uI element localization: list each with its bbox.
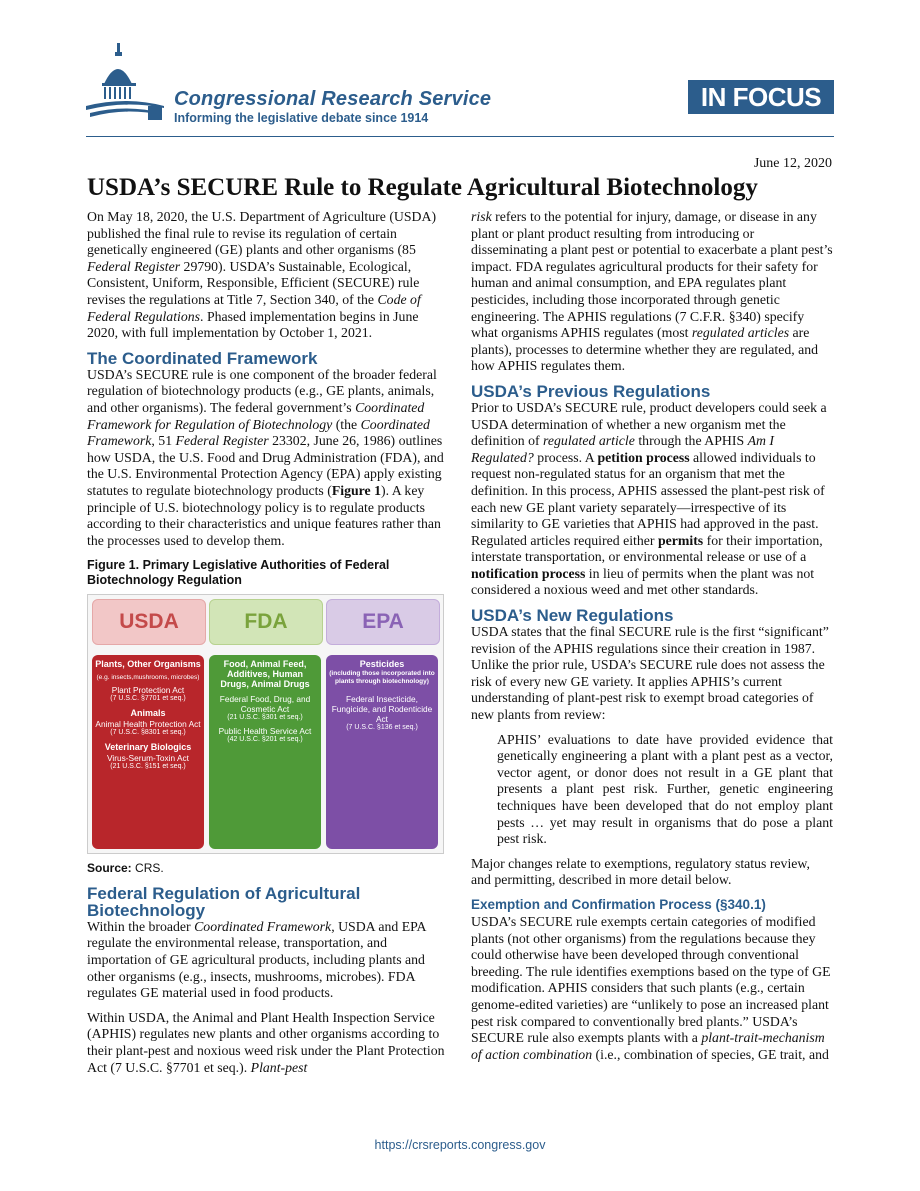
org-tagline: Informing the legislative debate since 1914 [174, 111, 429, 125]
right-column [471, 209, 833, 1071]
heading-coordinated-framework: The Coordinated Framework [87, 348, 318, 368]
usda-animal-health-act: Animal Health Protection Act [95, 719, 201, 730]
epa-column [326, 655, 438, 849]
usda-header: USDA [92, 599, 206, 645]
coordinated-framework-paragraph: USDA’s SECURE rule is one component of the broader federal regulation of biotechnology products (e.g., GE plants, animals, and other organisms). The federal government’s Coordinated Framework for Regulation of Biotechnology (the Coordinated Framework, 51 Federal Register 23302, June 26, 1986) outlines how USDA, the U.S. Food and Drug Administration (FDA), and the U.S. Environmental Protection Agency (EPA) apply existing statutes to regulate biotechnology products (Figure 1). A key principle of U.S. biotechnology policy is to regulate products according to their characteristics and unique features rather than the processes used to develop them. [87, 366, 444, 548]
usda-vsta-citation: (21 U.S.C. §151 et seq.) [110, 763, 186, 771]
usda-plants-heading: Plants, Other Organisms [95, 659, 201, 670]
heading-exemption-process: Exemption and Confirmation Process (§340.1) [471, 896, 766, 912]
figure-reference-link[interactable]: Figure 1 [331, 482, 382, 498]
plant-pest-risk-paragraph: risk refers to the potential for injury, damage, or disease in any plant or plant product resulting from introducing or disseminating a plant pest or potential to exacerbate a plant pest’s impact. FDA regulates agricultural products for their safety for human and animal consumption, and EPA regulates plant pesticides, including those incorporated through genetic engineering. The APHIS regulations (7 C.F.R. §340) specify what organisms APHIS regulates (most regulated articles are plants), processes to determine whether they are regulated, and how APHIS regulates them. [471, 209, 833, 374]
fda-fdca-citation: (21 U.S.C. §301 et seq.) [227, 714, 303, 722]
capitol-dome-logo [86, 40, 176, 130]
usda-plants-examples: (e.g. insects,mushrooms, microbes) [96, 674, 200, 682]
usda-ppa-citation: (7 U.S.C. §7701 et seq.) [110, 695, 186, 703]
heading-new-regulations: USDA’s New Regulations [471, 606, 674, 626]
epa-pesticides-note: (including those incorporated into plants through biotechnology) [329, 670, 435, 686]
figure-source: Source: CRS. [87, 861, 164, 876]
usda-vet-biologics-heading: Veterinary Biologics [104, 742, 192, 753]
fda-phsa-citation: (42 U.S.C. §201 et seq.) [227, 736, 303, 744]
epa-fifra-citation: (7 U.S.C. §136 et seq.) [346, 724, 418, 732]
figure-caption: Figure 1. Primary Legislative Authorities of Federal Biotechnology Regulation [87, 558, 390, 588]
org-name: Congressional Research Service [174, 88, 492, 110]
figure-agency-authorities [87, 594, 444, 854]
major-changes-paragraph: Major changes relate to exemptions, regulatory status review, and permitting, described in more detail below. [471, 855, 810, 888]
exemption-paragraph: USDA’s SECURE rule exempts certain categories of modified plants (not other organisms) from the regulations because they could otherwise have been developed through conventional breeding. The rule identifies exemptions based on the type of GE modification. APHIS considers that such plants (e.g., certain genome-edited varieties) are “unlikely to pose an increased plant pest risk compared to conventionally bred plants.” USDA’s SECURE rule also exempts plants with a plant-trait-mechanism of action combination (i.e., combination of species, GE trait, and [471, 913, 831, 1062]
publication-date: June 12, 2020 [753, 156, 832, 171]
heading-previous-regulations: USDA’s Previous Regulations [471, 381, 711, 401]
usda-animals-heading: Animals [130, 708, 166, 719]
usda-virus-serum-toxin-act: Virus-Serum-Toxin Act [107, 753, 189, 764]
page-title: USDA’s SECURE Rule to Regulate Agricultural Biotechnology [87, 174, 758, 201]
fda-fdca: Federal Food, Drug, and Cosmetic Act [219, 694, 311, 715]
epa-fifra: Federal Insecticide, Fungicide, and Rodenticide Act [331, 694, 433, 725]
epa-pesticides-heading: Pesticides [359, 659, 405, 670]
footer-url-link[interactable]: https://crsreports.congress.gov [374, 1138, 546, 1152]
usda-ahpa-citation: (7 U.S.C. §8301 et seq.) [110, 729, 186, 737]
fda-header: FDA [209, 599, 323, 645]
federal-regulation-paragraph: Within the broader Coordinated Framework, USDA and EPA regulate the environmental release, transportation, and importation of GE agricultural products, including plants and other organisms (e.g., insects, mushrooms, microbes). FDA regulates GE material used in food products. [87, 918, 426, 1001]
new-regulations-paragraph: USDA states that the final SECURE rule is the first “significant” revision of the APHIS regulations since their creation in 1987. Unlike the prior rule, USDA’s SECURE rule does not assess the risk of every new GE variety. It applies APHIS’s current understanding of plant-pest risk to exempt broad categories of new plants from review: [471, 624, 829, 723]
previous-regulations-paragraph: Prior to USDA’s SECURE rule, product developers could seek a USDA determination of whether a new organism met the definition of regulated article through the APHIS Am I Regulated? process. A petition process allowed individuals to request non-regulated status for an organism that met the definition. In this process, APHIS assessed the plant-pest risk of each new GE plant variety separately—irrespective of its similarity to GE varieties that APHIS had approved in the past. Regulated articles required either permits for their importation, interstate transportation, or environmental release or use of a notification process in lieu of permits when the plant was not considered a noxious weed and met other standards. [471, 399, 827, 598]
aphis-quote: APHIS’ evaluations to date have provided evidence that genetically engineering a plant with a plant pest as a vector, vector agent, or donor does not result in a GE plant that presents a plant pest risk. Further, genetic engineering techniques have been developed that do not employ plant pests … yet may result in organisms that do pose a plant pest risk. [497, 731, 833, 847]
epa-header: EPA [326, 599, 440, 645]
in-focus-badge: IN FOCUS [688, 80, 834, 114]
header-rule [86, 136, 834, 137]
usda-plant-protection-act: Plant Protection Act [111, 685, 185, 696]
usda-column [92, 655, 204, 849]
fda-public-health-act: Public Health Service Act [218, 726, 312, 737]
aphis-paragraph: Within USDA, the Animal and Plant Health Inspection Service (APHIS) regulates new plants and other organisms according to their plant-pest and noxious weed risk under the Plant Protection Act (7 U.S.C. §7701 et seq.). Plant-pest [87, 1009, 445, 1075]
fda-products-heading: Food, Animal Feed, Additives, Human Drugs, Animal Drugs [220, 659, 310, 690]
fda-column [209, 655, 321, 849]
intro-paragraph: On May 18, 2020, the U.S. Department of Agriculture (USDA) published the final rule to revise its regulation of certain genetically engineered (GE) plants and other organisms (85 Federal Register 29790). USDA’s Sustainable, Ecological, Consistent, Uniform, Responsible, Efficient (SECURE) rule revises the regulations at Title 7, Section 340, of the Code of Federal Regulations. Phased implementation begins in June 2020, with full implementation by October 1, 2021. [87, 209, 437, 341]
heading-federal-regulation: Federal Regulation of Agricultural Biotechnology [87, 883, 361, 920]
left-column [87, 209, 449, 1084]
